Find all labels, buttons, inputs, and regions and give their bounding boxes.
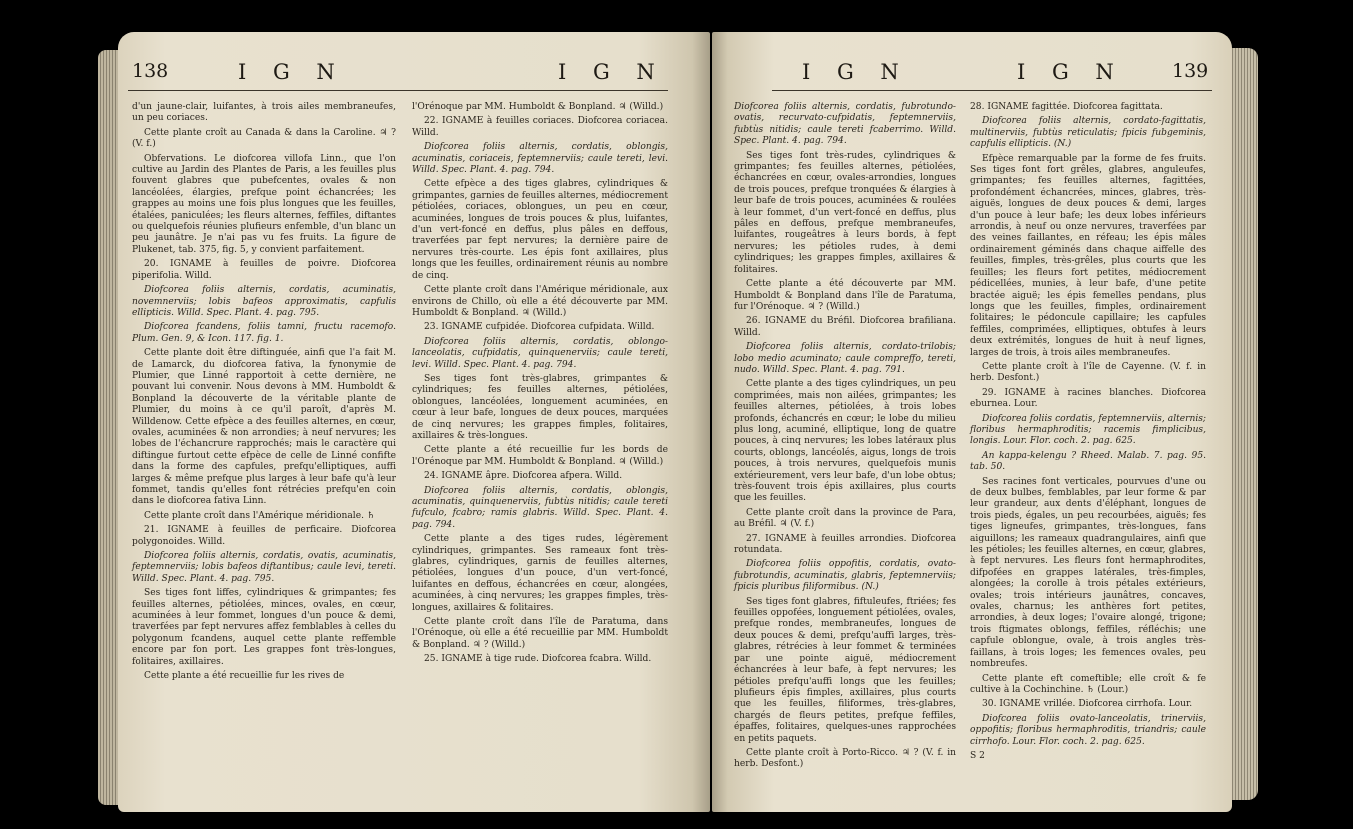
paragraph: Cette plante croît dans l'île de Paratuma, dans l'Orénoque, où elle a été recueillie par MM. Humboldt & Bonpland. ♃ ? (Willd.) [412, 617, 668, 650]
paragraph: l'Orénoque par MM. Humboldt & Bonpland. ♃ (Willd.) [412, 102, 664, 112]
paragraph: Ses tiges font très-glabres, grimpantes & cylindriques; fes feuilles alternes, pétiolées, oblongues, lancéolées, longuement acuminées, en cœur à leur bafe, longues de deux pouces, marquées de cinq nervures; les grappes fimples, folitaires, axillaires & très-longues. [412, 373, 668, 441]
paragraph: Ses tiges font glabres, fiftuleufes, ftriées; fes feuilles oppofées, longuement pétiolées, ovales, prefque rondes, membraneufes, longues de deux pouces & demi, prefqu'auffi larges, très-glabres, rétrécies à leur fommet & terminées par une pointe aiguë, médiocrement échancrées à leur bafe, à fept nervures; les pétioles prefqu'auffi longs que les feuilles; plufieurs épis fimples, axillaires, plus courts que les feuilles, filiformes, très-glabres, chargés de fleurs petites, prefque feffiles, épaffes, folitaires, quelques-unes rapprochées en petits paquets. [734, 596, 956, 744]
header-rule [772, 90, 1212, 91]
paragraph: 22. IGNAME à feuilles coriaces. Diofcorea coriacea. Willd. [412, 116, 668, 138]
paragraph: 26. IGNAME du Bréfil. Diofcorea brafiliana. Willd. [734, 316, 956, 338]
right-page-column-2 [970, 102, 1206, 765]
left-page-edges [98, 50, 120, 805]
paragraph: d'un jaune-clair, luifantes, à trois ailes membraneufes, un peu coriaces. [132, 102, 396, 124]
header-rule [128, 90, 668, 91]
paragraph: Diofcorea fcandens, foliis tamni, fructu racemofo. Plum. Gen. 9, & Icon. 117. fig. 1. [132, 322, 396, 344]
paragraph: Cette plante a des tiges cylindriques, un peu comprimées, mais non ailées, grimpantes; les feuilles alternes, pétiolées, à trois lobes profonds, échancrés en cœur; le lobe du milieu plus long, acuminé, elliptique, long de quatre pouces, à cinq nervures; les lobes latéraux plus courts, oblongs, lancéolés, aigus, longs de trois pouces, à trois nervures, quelquefois munis extérieurement, vers leur bafe, d'un lobe obtus; très-fouvent trois épis axillaires, plus courts que les feuilles. [734, 379, 956, 504]
paragraph: Cette plante croît dans l'Amérique méridionale, aux environs de Chillo, où elle a été découverte par MM. Humboldt & Bonpland. ♃ (Willd.) [412, 285, 668, 318]
paragraph: Diofcorea foliis alternis, cordato-trilobis; lobo medio acuminato; caule compreffo, tereti, nudo. Willd. Spec. Plant. 4. pag. 791. [734, 342, 956, 375]
paragraph: Diofcorea foliis alternis, cordato-fagittatis, multinerviis, fubtùs reticulatis; fpicis fubgeminis, capfulis ellipticis. (N.) [970, 116, 1206, 150]
paragraph: Diofcorea foliis alternis, cordatis, oblongo-lanceolatis, cufpidatis, quinquenerviis; caule tereti, levi. Willd. Spec. Plant. 4. pag. 794. [412, 336, 668, 370]
running-head-right-text: I G N [1017, 60, 1124, 84]
running-head-left-spill: I G N [558, 60, 665, 84]
right-running-head [712, 58, 1232, 98]
left-running-head [118, 58, 710, 98]
left-page-column-1 [132, 102, 396, 686]
paragraph: Cette plante a été recueillie fur les bords de l'Orénoque par MM. Humboldt & Bonpland. ♃ (Willd.) [412, 445, 668, 467]
paragraph: Ses tiges font très-rudes, cylindriques & grimpantes; fes feuilles alternes, pétiolées, échancrées en cœur, ovales-arrondies, longues de trois pouces, prefque tronquées & élargies à leur bafe de trois pouces, acuminées & roulées à leur fommet, d'un vert-foncé en deffus, plus pâles en deffous, prefque membraneufes, luifantes, rougeâtres à leurs bords, à fept nervures; les pétioles rudes, à demi cylindriques; les grappes fimples, axillaires & folitaires. [734, 150, 956, 275]
paragraph: Diofcorea foliis alternis, cordatis, oblongis, acuminatis, coriaceis, feptemnerviis; caule tereti, levi. Willd. Spec. Plant. 4. pag. 794. [412, 142, 668, 176]
right-page-column-1 [734, 102, 956, 774]
left-page-column-2 [412, 102, 668, 669]
paragraph: Cette plante eft comeftible; elle croît & fe cultive à la Cochinchine. ♄ (Lour.) [970, 673, 1206, 695]
paragraph: 24. IGNAME âpre. Diofcorea afpera. Willd. [424, 471, 623, 482]
paragraph: Efpèce remarquable par la forme de fes fruits. Ses tiges font fort grêles, glabres, anguleufes, grimpantes; fes feuilles alternes, fagittées, profondément échancrées, minces, glabres, très-aiguës, longues de deux pouces & demi, larges d'un pouce à leur bafe; les deux lobes inférieurs arrondis, à neuf ou onze nervures, traverfées par des veines faillantes, en réfeau; les épis mâles ordinairement géminés dans chaque aiffelle des feuilles, fimples, très-grêles, plus courts que les feuilles; les fleurs fort petites, médiocrement pédicellées, munies, à leur bafe, d'une petite bractée aiguë; les épis femelles pendans, plus longs que les feuilles, fimples, ordinairement folitaires; le pédoncule capillaire; les capfules feffiles, comprimées, elliptiques, obtufes à leurs deux extrémités, longues de huit à neuf lignes, larges de trois, à trois ailes membraneufes. [970, 153, 1206, 358]
paragraph: Cette plante croît dans la province de Para, au Bréfil. ♃ (V. f.) [734, 507, 956, 530]
paragraph: 25. IGNAME à tige rude. Diofcorea fcabra. Willd. [424, 654, 652, 665]
running-head-right-spill: I G N [802, 60, 909, 84]
left-page [118, 32, 710, 812]
paragraph: Cette plante a des tiges rudes, légèrement cylindriques, grimpantes. Ses rameaux font très-glabres, cylindriques, garnis de feuilles alternes, pétiolées, longues d'un pouce, d'un vert-foncé, luifantes en deffous, échancrées en cœur, alongées, acuminées, à cinq nervures; les grappes fimples, très-longues, axillaires & folitaires. [412, 534, 668, 613]
paragraph: 30. IGNAME vrillée. Diofcorea cirrhofa. Lour. [982, 699, 1193, 710]
paragraph: 29. IGNAME à racines blanches. Diofcorea eburnea. Lour. [970, 387, 1206, 410]
paragraph: Cette plante doit être diftinguée, ainfi que l'a fait M. de Lamarck, du diofcorea fativa, la fynonymie de Plumier, que Linné rapportoit à cette dernière, ne pouvant lui convenir. Nous devons à MM. Humboldt & Bonpland la découverte de la véritable plante de Plumier, du moins à ce qu'il paroît, d'après M. Willdenow. Cette efpèce a des feuilles alternes, en cœur, ovales, acuminées & non arrondies; à neuf nervures; les lobes de l'échancrure rapprochés; mais le caractère qui diftingue furtout cette efpèce de celle de Linné confifte dans la forme des capfules, prefqu'elliptiques, auffi larges & même prefque plus larges à leur bafe qu'à leur fommet, tandis qu'elles font rétrécies prefqu'en coin dans le diofcorea fativa Linn. [132, 348, 396, 507]
paragraph: Ses racines font verticales, pourvues d'une ou de deux bulbes, femblables, par leur forme & par leur grandeur, aux dents d'éléphant, longues de trois pieds, égales, un peu recourbées, aiguës; fes tiges ligneufes, grimpantes, très-longues, fans aiguillons; les rameaux quadrangulaires, ainfi que les pétioles; les feuilles alternes, en cœur, glabres, à fept nervures. Les fleurs font hermaphrodites, difpofées en grappes latérales, très-fimples, alongées; la corolle à trois pétales extérieurs, ovales; trois intérieurs jaunâtres, concaves, ovales, charnus; les anthères fort petites, arrondies, à deux loges; l'ovaire alongé, trigone; trois ftigmates oblongs, feffiles, réfléchis; une capfule oblongue, ovale, à trois angles très-faillans, à trois loges; les femences ovales, peu nombreufes. [970, 476, 1206, 670]
paragraph: Diofcorea foliis cordatis, feptemnerviis, alternis; floribus hermaphroditis; racemis fimplicibus, longis. Lour. Flor. coch. 2. pag. 625. [970, 413, 1206, 447]
paragraph: Cette efpèce a des tiges glabres, cylindriques & grimpantes, garnies de feuilles alternes, médiocrement pétiolées, coriaces, oblongues, un peu en cœur, acuminées, longues de trois pouces & plus, luifantes, d'un vert-foncé en deffus, plus pâles en deffous, traverfées par fept nervures; la dernière paire de nervures très-courte. Les épis font axillaires, plus longs que les feuilles, ordinairement réunis au nombre de cinq. [412, 179, 668, 281]
paragraph: Cette plante croît à Porto-Ricco. ♃ ? (V. f. in herb. Desfont.) [734, 747, 956, 770]
paragraph: Cette plante croît dans l'Amérique méridionale. ♄ [144, 510, 376, 521]
paragraph: Cette plante a été découverte par MM. Humboldt & Bonpland dans l'île de Paratuma, fur l'Orénoque. ♃ ? (Willd.) [734, 279, 956, 312]
paragraph: 27. IGNAME à feuilles arrondies. Diofcorea rotundata. [734, 533, 956, 556]
paragraph: Diofcorea foliis alternis, cordatis, fubrotundo-ovatis, recurvato-cufpidatis, feptemnerviis, fubtùs nitidis; caule tereti fcaberrimo. Willd. Spec. Plant. 4. pag. 794. [734, 102, 956, 147]
paragraph: Diofcorea foliis oppofitis, cordatis, ovato-fubrotundis, acuminatis, glabris, feptemnerviis; fpicis pluribus filiformibus. (N.) [734, 559, 956, 593]
paragraph: Diofcorea foliis alternis, cordatis, ovatis, acuminatis, feptemnerviis; lobis bafeos diftantibus; caule levi, tereti. Willd. Spec. Plant. 4. pag. 795. [132, 551, 396, 584]
paragraph: Obfervations. Le diofcorea villofa Linn., que l'on cultive au Jardin des Plantes de Paris, a les feuilles plus fouvent glabres que pubefcentes, ovales & non lancéolées, élargies, prefque point échancrées; les grappes au moins une fois plus longues que les feuilles, étalées, paniculées; les fleurs alternes, feffiles, diftantes ou quelquefois réunies plufieurs enfemble, d'un blanc un peu jaunâtre. Je n'ai pas vu fes fruits. La figure de Plukenet, tab. 375, fig. 5, y convient parfaitement. [132, 153, 396, 255]
running-head-left-text: I G N [238, 60, 345, 84]
right-page-edges [1230, 48, 1258, 800]
right-page [712, 32, 1232, 812]
paragraph: Diofcorea foliis alternis, cordatis, acuminatis, novemnerviis; lobis bafeos approximatis, capfulis ellipticis. Willd. Spec. Plant. 4. pag. 795. [132, 285, 396, 318]
paragraph: Cette plante croît à l'île de Cayenne. (V. f. in herb. Desfont.) [970, 361, 1206, 384]
signature-mark: S 2 [970, 750, 985, 761]
page-number-left: 138 [132, 60, 169, 82]
paragraph: 28. IGNAME fagittée. Diofcorea fagittata. [970, 102, 1163, 112]
page-number-right: 139 [1172, 60, 1209, 82]
paragraph: An kappa-kelengu ? Rheed. Malab. 7. pag. 95. tab. 50. [970, 450, 1206, 473]
paragraph: Diofcorea foliis ovato-lanceolatis, trinerviis, oppofitis; floribus hermaphroditis, triandris; caule cirrhofo. Lour. Flor. coch. 2. pag. 625. [970, 713, 1206, 747]
paragraph: Ses tiges font liffes, cylindriques & grimpantes; fes feuilles alternes, pétiolées, minces, ovales, en cœur, acuminées à leur fommet, longues d'un pouce & demi, traverfées par fept nervures affez femblables à celles du polygonum fcandens, auquel cette plante reffemble encore par fon port. Les grappes font très-longues, folitaires, axillaires. [132, 588, 396, 667]
paragraph: Cette plante a été recueillie fur les rives de [144, 671, 345, 682]
paragraph: Cette plante croît au Canada & dans la Caroline. ♃ ? (V. f.) [132, 127, 396, 150]
paragraph: Diofcorea foliis alternis, cordatis, oblongis, acuminatis, quinquenerviis, fubtùs nitidis; caule tereti fufculo, fcabro; ramis glabris. Willd. Spec. Plant. 4. pag. 794. [412, 485, 668, 530]
paragraph: 23. IGNAME cufpidée. Diofcorea cufpidata. Willd. [424, 322, 655, 333]
paragraph: 21. IGNAME à feuilles de perficaire. Diofcorea polygonoides. Willd. [132, 525, 396, 547]
paragraph: 20. IGNAME à feuilles de poivre. Diofcorea piperifolia. Willd. [132, 259, 396, 281]
